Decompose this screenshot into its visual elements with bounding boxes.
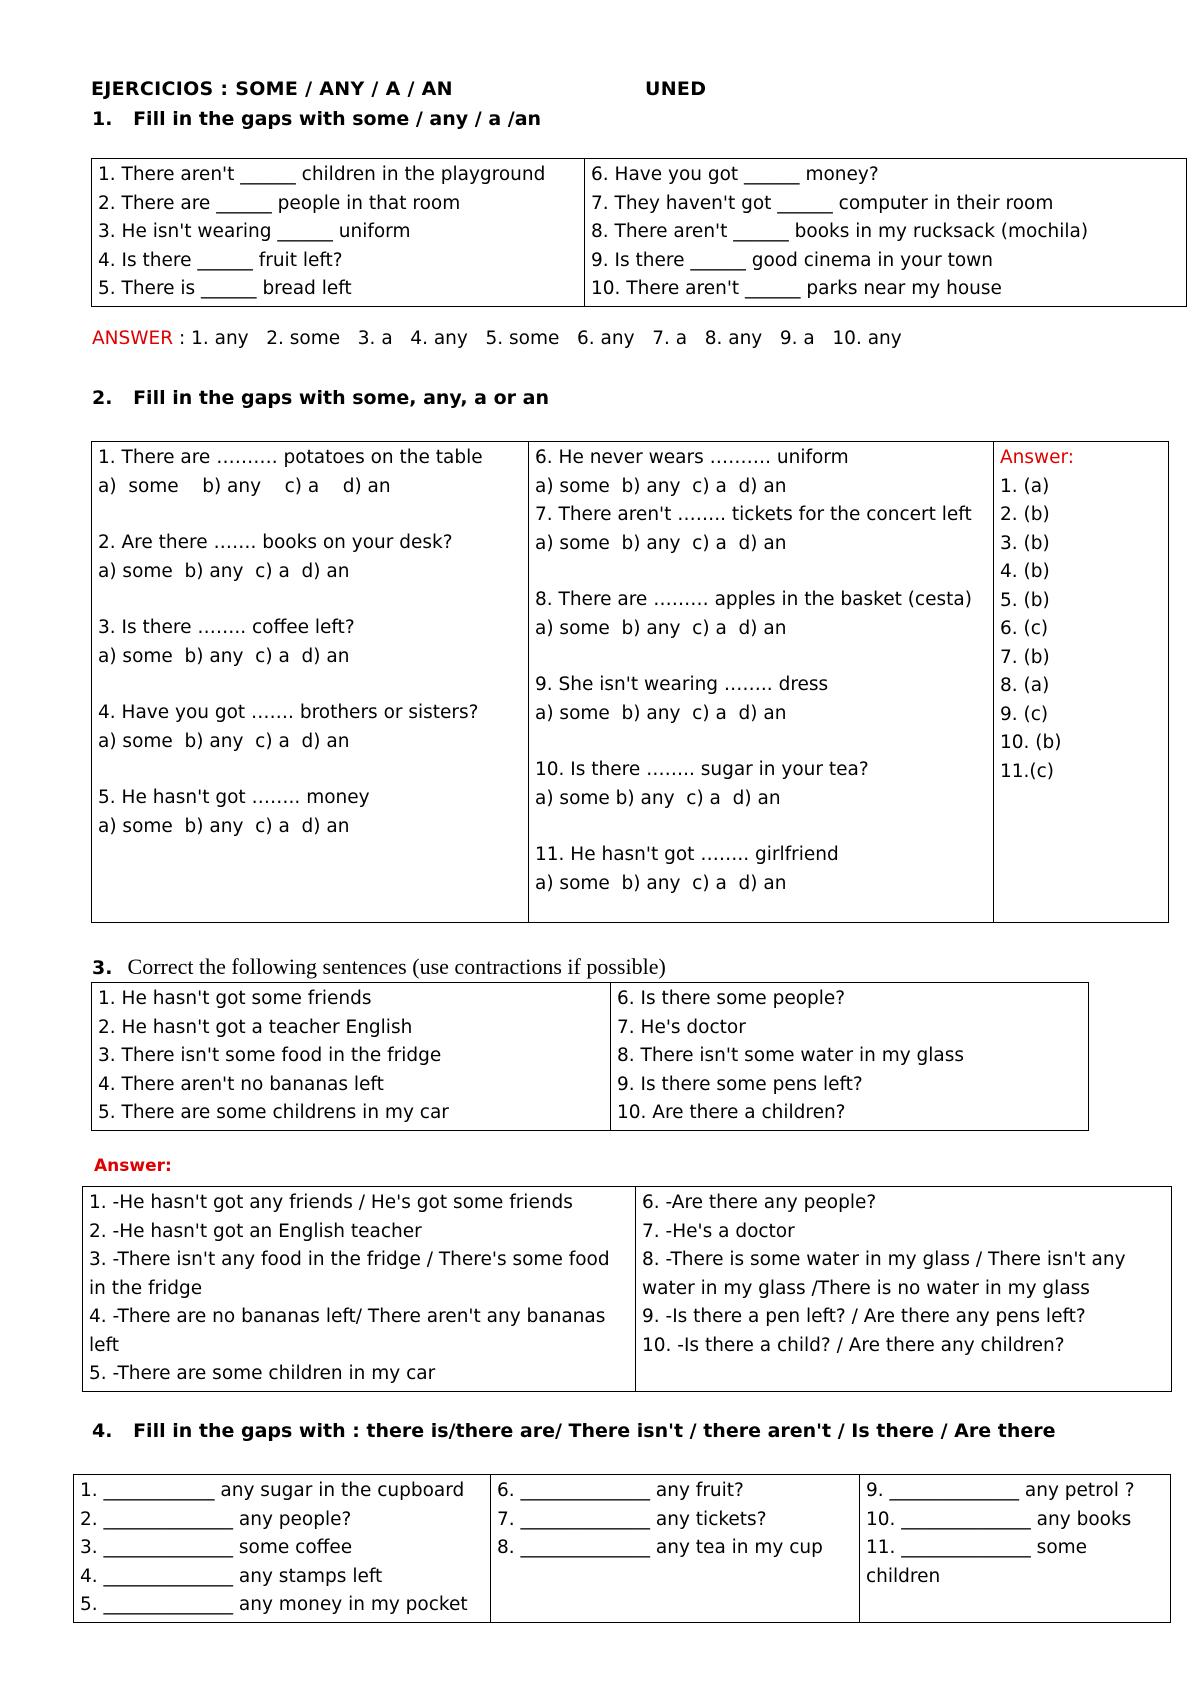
exercise-4-item: 10. ______________ any books	[866, 1508, 1132, 1530]
exercise-2-answer: 10. (b)	[1000, 732, 1062, 753]
exercise-2-column-1	[92, 442, 529, 923]
exercise-3-table	[91, 982, 1089, 1131]
exercise-1-table	[91, 158, 1187, 307]
exercise-2-options: a) some b) any c) a d) an	[98, 645, 350, 667]
exercise-2-options: a) some b) any c) a d) an	[98, 475, 391, 497]
exercise-2-options: a) some b) any c) a d) an	[535, 532, 787, 554]
exercise-4-item: 11. ______________ some children	[866, 1537, 1088, 1587]
exercise-1-item: 2. There are ______ people in that room	[98, 192, 461, 214]
exercise-3-right-column	[611, 983, 1089, 1131]
exercise-2-answer: 9. (c)	[1000, 703, 1049, 725]
exercise-1-item: 6. Have you got ______ money?	[591, 164, 879, 185]
exercise-3-answer: 5. -There are some children in my car	[89, 1363, 436, 1384]
exercise-3-answer: 1. -He hasn't got any friends / He's got some friends	[89, 1192, 573, 1213]
exercise-1-item: 4. Is there ______ fruit left?	[98, 249, 343, 271]
exercise-4-item: 8. ______________ any tea in my cup	[497, 1537, 823, 1558]
exercise-2-options: a) some b) any c) a d) an	[535, 872, 787, 894]
exercise-2-question: 6. He never wears ………. uniform	[535, 447, 849, 468]
exercise-2-answer: 11.(c)	[1000, 760, 1055, 782]
exercise-2-answer: 2. (b)	[1000, 504, 1050, 525]
exercise-4-instruction: Fill in the gaps with : there is/there are/ There isn't / there aren't / Is there / Are there	[133, 1420, 1056, 1442]
exercise-4-item: 7. ______________ any tickets?	[497, 1508, 767, 1530]
exercise-1-item: 3. He isn't wearing ______ uniform	[98, 221, 411, 242]
exercise-1-answer-label: ANSWER	[92, 328, 174, 349]
exercise-2-options: a) some b) any c) a d) an	[535, 475, 787, 497]
exercise-2-options: a) some b) any c) a d) an	[98, 560, 350, 582]
exercise-3-answer: 6. -Are there any people?	[642, 1192, 877, 1213]
exercise-3-answer: 8. -There is some water in my glass / There isn't any water in my glass /There is no water in my glass	[642, 1249, 1126, 1299]
exercise-4-number: 4.	[92, 1420, 113, 1442]
exercise-3-instruction: Correct the following sentences (use contractions if possible)	[127, 954, 666, 979]
exercise-4-item: 4. ______________ any stamps left	[80, 1565, 383, 1587]
exercise-1-answer	[92, 328, 902, 349]
exercise-3-answer-label: Answer:	[94, 1156, 172, 1176]
exercise-1-answer-text: : 1. any 2. some 3. a 4. any 5. some 6. any 7. a 8. any 9. a 10. any	[173, 328, 902, 349]
exercise-2-answer: 5. (b)	[1000, 589, 1050, 611]
exercise-1-right-column	[585, 159, 1187, 307]
exercise-3-answer-table	[82, 1186, 1172, 1392]
exercise-4-item: 1. ____________ any sugar in the cupboard	[80, 1480, 465, 1501]
exercise-2-question: 7. There aren't …….. tickets for the concert left	[535, 504, 972, 525]
exercise-2-question: 2. Are there ……. books on your desk?	[98, 532, 453, 553]
exercise-2-answer: 4. (b)	[1000, 561, 1050, 582]
exercise-2-answer-label: Answer:	[1000, 447, 1075, 468]
page-title: EJERCICIOS : SOME / ANY / A / AN	[91, 78, 453, 100]
exercise-4-item: 3. ______________ some coffee	[80, 1537, 353, 1558]
exercise-4-column-2	[491, 1475, 860, 1623]
exercise-2-options: a) some b) any c) a d) an	[535, 617, 787, 639]
exercise-3-item: 1. He hasn't got some friends	[98, 988, 372, 1009]
exercise-2-question: 8. There are ……… apples in the basket (cesta)	[535, 589, 972, 610]
exercise-3-answer: 7. -He's a doctor	[642, 1220, 795, 1242]
exercise-1-item: 5. There is ______ bread left	[98, 278, 352, 299]
exercise-2-number: 2.	[92, 387, 113, 409]
exercise-2-question: 3. Is there …….. coffee left?	[98, 617, 355, 638]
exercise-1-item: 10. There aren't ______ parks near my house	[591, 278, 1002, 299]
exercise-3-item: 9. Is there some pens left?	[617, 1073, 863, 1095]
exercise-3-item: 7. He's doctor	[617, 1016, 746, 1038]
exercise-2-instruction: Fill in the gaps with some, any, a or an	[133, 387, 549, 409]
exercise-3-answers-left	[83, 1187, 636, 1392]
exercise-1-heading	[92, 108, 541, 130]
institution-label: UNED	[645, 78, 707, 100]
exercise-2-question: 10. Is there …….. sugar in your tea?	[535, 759, 869, 780]
exercise-3-item: 8. There isn't some water in my glass	[617, 1045, 965, 1066]
exercise-3-item: 3. There isn't some food in the fridge	[98, 1045, 442, 1066]
exercise-2-question: 9. She isn't wearing …….. dress	[535, 674, 829, 695]
exercise-3-number: 3.	[92, 957, 113, 979]
exercise-3-item: 10. Are there a children?	[617, 1102, 846, 1123]
exercise-2-options: a) some b) any c) a d) an	[535, 702, 787, 724]
exercise-2-options: a) some b) any c) a d) an	[98, 815, 350, 837]
exercise-1-item: 1. There aren't ______ children in the playground	[98, 164, 546, 185]
exercise-2-question: 5. He hasn't got …….. money	[98, 787, 370, 808]
exercise-2-table	[91, 441, 1169, 923]
exercise-1-item: 8. There aren't ______ books in my rucksack (mochila)	[591, 221, 1089, 242]
exercise-1-instruction: Fill in the gaps with some / any / a /an	[133, 108, 542, 130]
exercise-4-column-1	[74, 1475, 491, 1623]
exercise-4-table	[73, 1474, 1171, 1623]
exercise-3-answers-right	[636, 1187, 1172, 1392]
exercise-4-item: 2. ______________ any people?	[80, 1508, 352, 1530]
exercise-2-options: a) some b) any c) a d) an	[535, 787, 781, 809]
exercise-3-item: 6. Is there some people?	[617, 988, 846, 1009]
exercise-2-answer: 6. (c)	[1000, 618, 1049, 639]
exercise-2-question: 4. Have you got ……. brothers or sisters?	[98, 702, 479, 723]
exercise-2-answer: 7. (b)	[1000, 646, 1050, 668]
exercise-3-heading	[92, 954, 666, 980]
exercise-3-answer: 9. -Is there a pen left? / Are there any pens left?	[642, 1306, 1086, 1327]
exercise-3-answer: 2. -He hasn't got an English teacher	[89, 1220, 422, 1242]
exercise-1-left-column	[92, 159, 585, 307]
exercise-2-answer: 3. (b)	[1000, 532, 1050, 554]
exercise-2-question: 1. There are ………. potatoes on the table	[98, 447, 483, 468]
exercise-1-item: 9. Is there ______ good cinema in your town	[591, 249, 994, 271]
exercise-4-item: 6. ______________ any fruit?	[497, 1480, 744, 1501]
exercise-2-heading	[92, 387, 549, 409]
exercise-3-answer: 4. -There are no bananas left/ There aren't any bananas left	[89, 1306, 606, 1356]
exercise-2-answer: 1. (a)	[1000, 475, 1050, 497]
exercise-4-item: 5. ______________ any money in my pocket	[80, 1594, 468, 1615]
exercise-4-item: 9. ______________ any petrol ?	[866, 1480, 1135, 1501]
exercise-2-column-2	[529, 442, 994, 923]
exercise-3-left-column	[92, 983, 611, 1131]
exercise-1-item: 7. They haven't got ______ computer in their room	[591, 192, 1054, 214]
exercise-3-item: 2. He hasn't got a teacher English	[98, 1016, 413, 1038]
exercise-3-answer: 3. -There isn't any food in the fridge / There's some food in the fridge	[89, 1249, 610, 1299]
exercise-4-column-3	[860, 1475, 1171, 1623]
exercise-2-answers-column	[994, 442, 1169, 923]
exercise-3-answer: 10. -Is there a child? / Are there any children?	[642, 1334, 1065, 1356]
exercise-2-question: 11. He hasn't got …….. girlfriend	[535, 844, 839, 865]
exercise-3-item: 4. There aren't no bananas left	[98, 1073, 384, 1095]
exercise-2-answer: 8. (a)	[1000, 675, 1050, 696]
exercise-4-heading	[92, 1420, 1056, 1442]
exercise-2-options: a) some b) any c) a d) an	[98, 730, 350, 752]
exercise-3-item: 5. There are some childrens in my car	[98, 1102, 449, 1123]
exercise-1-number: 1.	[92, 108, 113, 130]
